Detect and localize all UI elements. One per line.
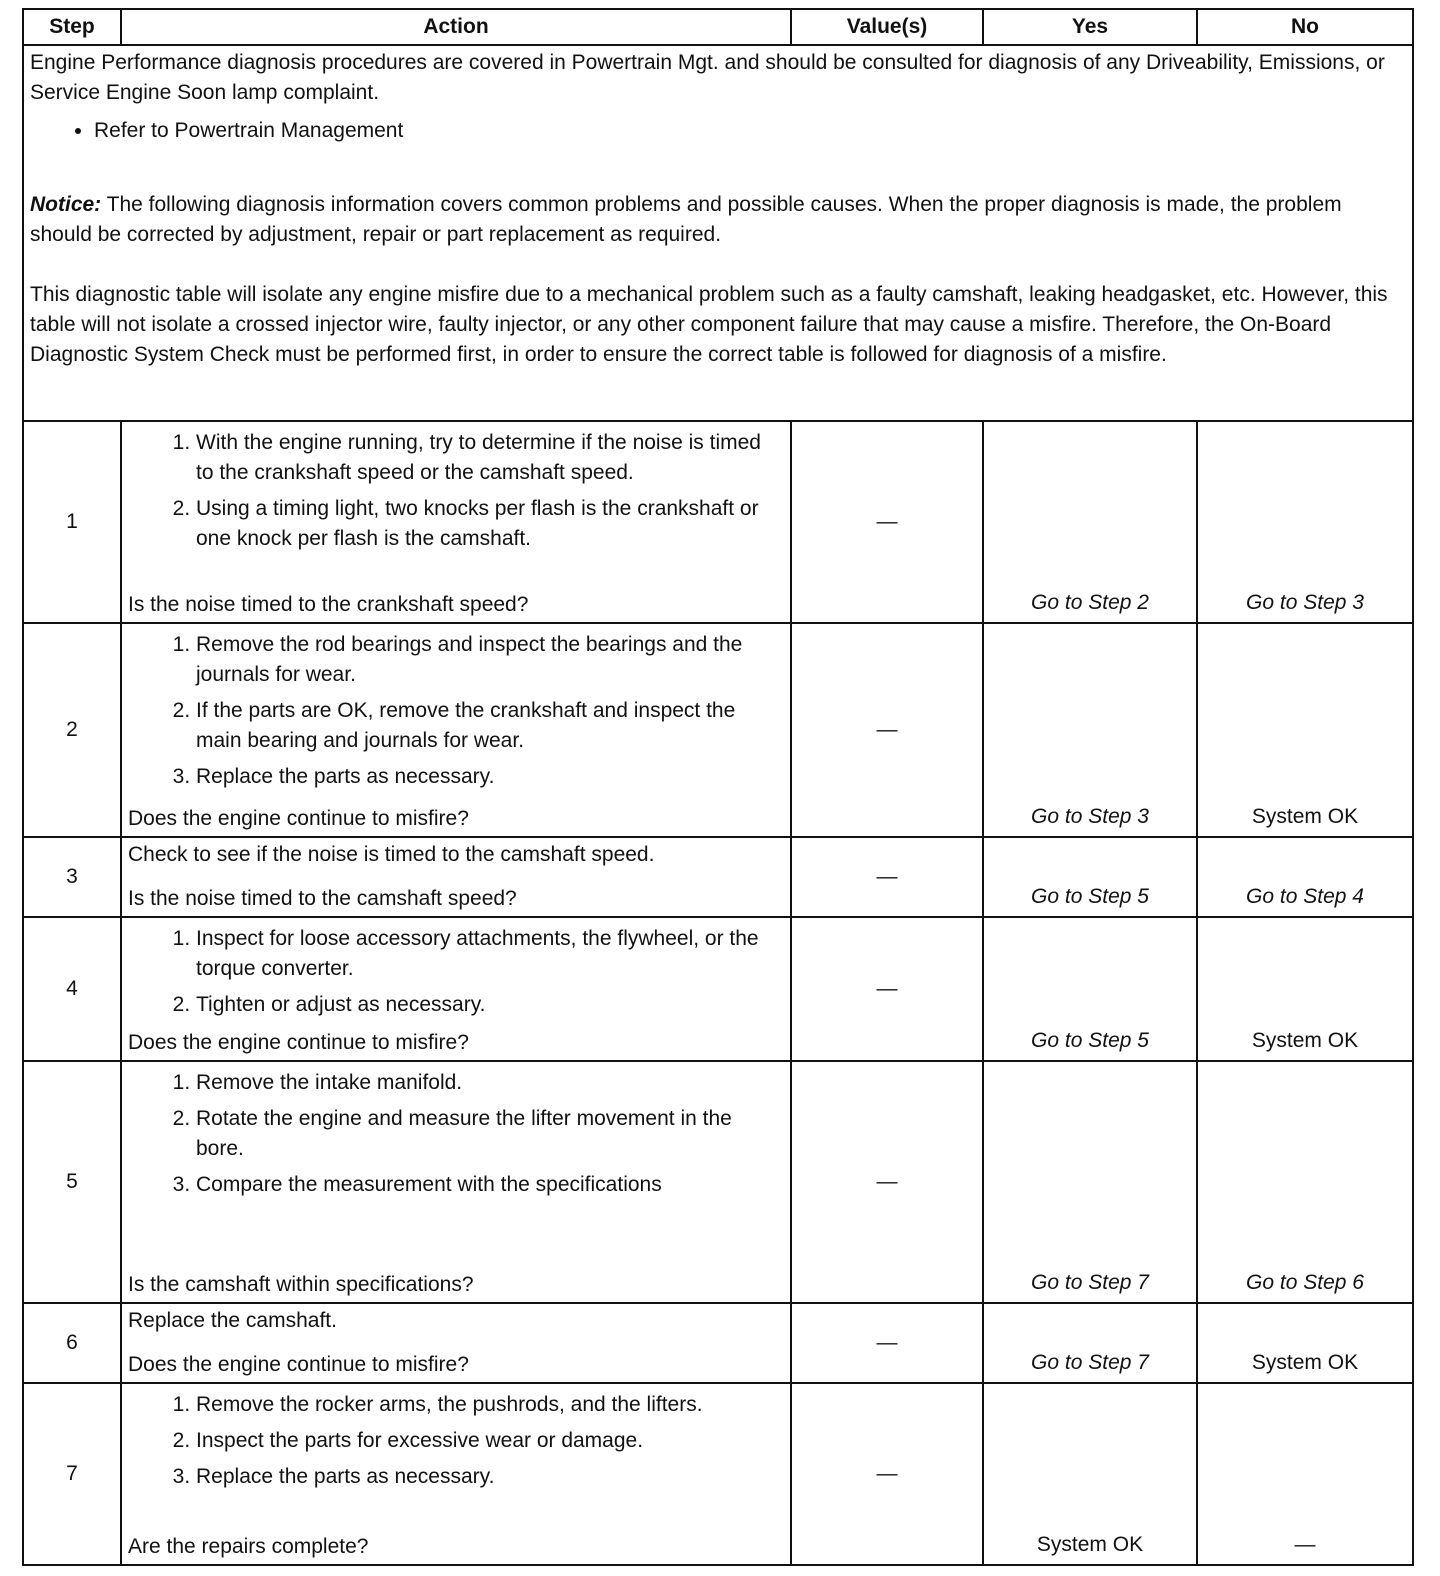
action-steps [128,1390,784,1492]
no-cell: Go to Step 4 [1197,837,1413,917]
action-cell [121,623,791,837]
intro-cell [23,45,1413,421]
step-row [23,917,1413,1061]
value-cell: — [791,1383,983,1565]
yes-cell: Go to Step 7 [983,1061,1197,1303]
action-question: Is the camshaft within specifications? [128,1273,474,1296]
action-steps [128,1068,784,1200]
value-cell: — [791,917,983,1061]
step-row [23,1061,1413,1303]
step-number: 2 [23,623,121,837]
action-question: Does the engine continue to misfire? [128,1031,469,1054]
value-cell: — [791,623,983,837]
action-step: 3. Replace the parts as necessary. [196,762,784,792]
value-cell: — [791,837,983,917]
step-number: 7 [23,1383,121,1565]
header-no: No [1197,9,1413,45]
action-question: Are the repairs complete? [128,1535,369,1558]
step-number: 1 [23,421,121,623]
action-step: 1. With the engine running, try to determine if the noise is timed to the crankshaft speed or the camshaft speed. [196,428,784,488]
action-steps [128,428,784,554]
no-cell: Go to Step 6 [1197,1061,1413,1303]
step-row [23,421,1413,623]
action-step: 1. Remove the intake manifold. [196,1068,784,1098]
action-text: Replace the camshaft. [128,1309,337,1332]
action-steps [128,924,784,1020]
action-step: 2. Using a timing light, two knocks per flash is the crankshaft or one knock per flash is the camshaft. [196,494,784,554]
action-text: Check to see if the noise is timed to the camshaft speed. [128,843,655,866]
action-question: Is the noise timed to the crankshaft speed? [128,593,529,616]
value-cell: — [791,1061,983,1303]
notice-paragraph [30,190,1406,250]
action-question: Does the engine continue to misfire? [128,807,469,830]
notice-label: Notice: [30,193,102,216]
step-row [23,623,1413,837]
action-step: 2. Tighten or adjust as necessary. [196,990,784,1020]
action-question: Is the noise timed to the camshaft speed? [128,887,517,910]
action-cell [121,917,791,1061]
action-step: 3. Replace the parts as necessary. [196,1462,784,1492]
notice-text: The following diagnosis information covers common problems and possible causes. When the proper diagnosis is made, the problem should be corrected by adjustment, repair or part replacement as required. [30,193,1342,246]
no-cell: System OK [1197,917,1413,1061]
intro-paragraph-3: This diagnostic table will isolate any engine misfire due to a mechanical problem such as a faulty camshaft, leaking headgasket, etc. However, this table will not isolate a crossed injector wire, faulty injector, or any other component failure that may cause a misfire. Therefore, the On-Board Diagnostic System Check must be performed first, in order to ensure the correct table is followed for diagnosis of a misfire. [30,283,1388,366]
step-row [23,837,1413,917]
step-row [23,1303,1413,1383]
action-steps [128,630,784,792]
intro-paragraph: Engine Performance diagnosis procedures are covered in Powertrain Mgt. and should be consulted for diagnosis of any Driveability, Emissions, or Service Engine Soon lamp complaint. [30,51,1385,104]
header-yes: Yes [983,9,1197,45]
intro-bullet: • Refer to Powertrain Management [94,116,1406,146]
no-cell: System OK [1197,623,1413,837]
step-number: 3 [23,837,121,917]
value-cell: — [791,421,983,623]
header-step: Step [23,9,121,45]
action-cell [121,1303,791,1383]
step-number: 6 [23,1303,121,1383]
action-cell [121,837,791,917]
action-cell [121,421,791,623]
value-cell: — [791,1303,983,1383]
yes-cell: Go to Step 7 [983,1303,1197,1383]
action-question: Does the engine continue to misfire? [128,1353,469,1376]
action-step: 1. Inspect for loose accessory attachments, the flywheel, or the torque converter. [196,924,784,984]
action-cell [121,1061,791,1303]
diagnostic-table [22,8,1414,1566]
action-step: 1. Remove the rod bearings and inspect the bearings and the journals for wear. [196,630,784,690]
yes-cell: Go to Step 3 [983,623,1197,837]
action-step: 2. Inspect the parts for excessive wear or damage. [196,1426,784,1456]
step-row [23,1383,1413,1565]
step-number: 5 [23,1061,121,1303]
action-step: 3. Compare the measurement with the specifications [196,1170,784,1200]
header-action: Action [121,9,791,45]
yes-cell: Go to Step 5 [983,917,1197,1061]
no-cell: Go to Step 3 [1197,421,1413,623]
action-step: 2. If the parts are OK, remove the crankshaft and inspect the main bearing and journals for wear. [196,696,784,756]
yes-cell: Go to Step 5 [983,837,1197,917]
header-row [23,9,1413,45]
yes-cell: Go to Step 2 [983,421,1197,623]
header-values: Value(s) [791,9,983,45]
step-number: 4 [23,917,121,1061]
no-cell: — [1197,1383,1413,1565]
action-step: 2. Rotate the engine and measure the lifter movement in the bore. [196,1104,784,1164]
action-cell [121,1383,791,1565]
action-step: 1. Remove the rocker arms, the pushrods, and the lifters. [196,1390,784,1420]
yes-cell: System OK [983,1383,1197,1565]
intro-row [23,45,1413,421]
no-cell: System OK [1197,1303,1413,1383]
